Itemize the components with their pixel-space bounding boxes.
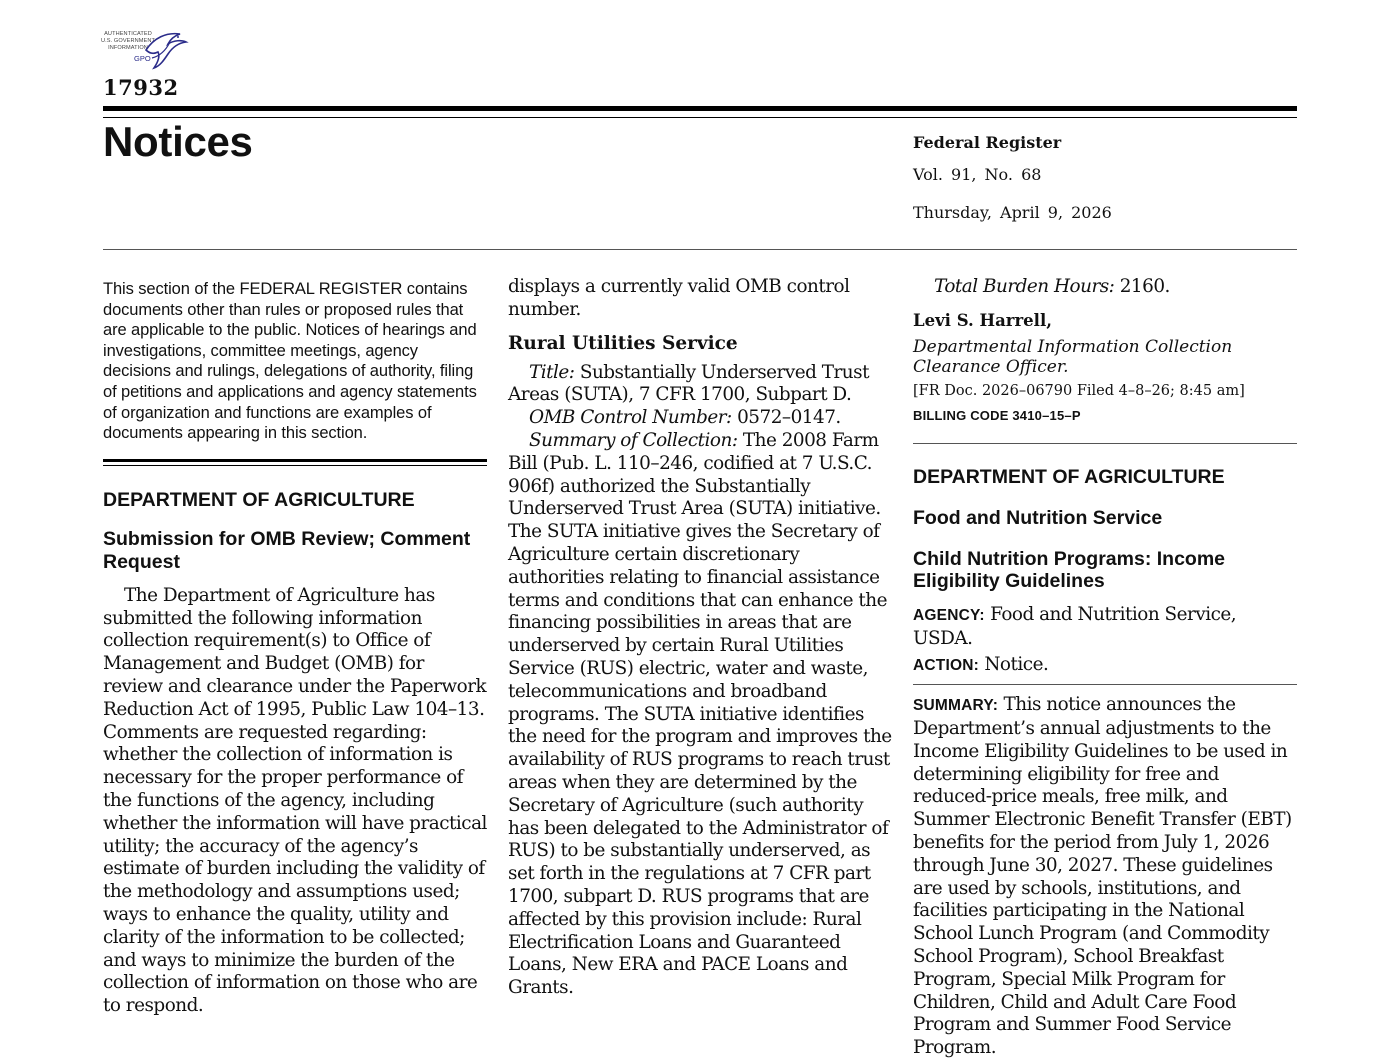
notice-body-paragraph: The Department of Agriculture has submitted the following information collection requirement(s) to Office of Management and Budget (OMB) for review and clearance under the Paperwork Reduction Act of 1995, Public Law 104–13. Comments are requested regarding: whether the collection of information is necessary for the proper performance of the functions of the agency, including whether the information will have practical utility; the accuracy of the agency’s estimate of burden including the validity of the methodology and assumptions used; ways to enhance the quality, utility and clarity of the information to be collected; and ways to minimize the burden of the collection of information on those who are to respond. — [103, 584, 487, 1017]
section-divider-thin — [103, 465, 487, 466]
gpo-logo-mark: GPO — [134, 54, 151, 63]
gpo-logo-line: INFORMATION — [108, 45, 148, 51]
header-bottom-rule — [103, 249, 1297, 250]
action-label: ACTION: — [913, 657, 979, 675]
issue-date: Thursday, April 9, 2026 — [913, 203, 1112, 222]
title-paragraph — [508, 362, 892, 408]
column-1 — [103, 276, 487, 1017]
summary-label: SUMMARY: — [913, 697, 999, 715]
agency-heading: Rural Utilities Service — [508, 332, 738, 354]
federal-register-masthead — [913, 133, 1112, 223]
action-value: Notice. — [978, 654, 1049, 676]
gpo-logo-line: U.S. GOVERNMENT — [100, 38, 156, 44]
section-description: This section of the FEDERAL REGISTER contains documents other than rules or proposed rules that are applicable to the public. Notices of hearings and investigations, committee meetings, agency decisions and rulings, delegations of authority, filing of petitions and applications and agency statements of organization and functions are examples of documents appearing in this section. — [103, 280, 477, 443]
burden-hours-value: 2160. — [1114, 276, 1170, 297]
header-thick-rule — [103, 106, 1297, 111]
column-2 — [508, 276, 892, 1008]
agency-value: Food and Nutrition Service, USDA. — [913, 603, 1237, 649]
burden-hours-label: Total Burden Hours: — [934, 276, 1115, 297]
signer-name: Levi S. Harrell, — [913, 310, 1052, 330]
continued-text: displays a currently valid OMB control number. — [508, 276, 850, 320]
department-heading: DEPARTMENT OF AGRICULTURE — [103, 488, 415, 511]
notice-separator — [913, 443, 1297, 444]
agency-label: AGENCY: — [913, 606, 985, 624]
volume-number: Vol. 91, No. 68 — [913, 165, 1042, 184]
section-divider-thick — [103, 459, 487, 462]
signer-title: Departmental Information Collection Clearance Officer. — [913, 336, 1233, 377]
eagle-icon — [140, 28, 188, 70]
notice-title: Child Nutrition Programs: Income Eligibility Guidelines — [913, 547, 1226, 592]
section-title: Notices — [103, 118, 253, 165]
notice-subheading: Submission for OMB Review; Comment Request — [103, 527, 471, 573]
page-number: 17932 — [103, 75, 179, 100]
column-3 — [913, 276, 1297, 1059]
header-thin-rule — [103, 117, 1297, 118]
burden-hours-paragraph — [913, 276, 1297, 299]
action-separator — [913, 684, 1297, 685]
agency-line — [913, 604, 1297, 651]
summary-of-collection-label: Summary of Collection: — [529, 429, 738, 451]
summary-value: This notice announces the Department’s annual adjustments to the Income Eligibility Guidelines to be used in determining eligibility for free and reduced-price meals, free milk, and Summer Electronic Benefit Transfer (EBT) benefits for the period from July 1, 2026 through June 30, 2027. These guidelines are used by schools, institutions, and facilities participating in the National School Lunch Program (and Commodity School Program), School Breakfast Program, Special Milk Program for Children, Child and Adult Care Food Program and Summer Food Service Program. — [913, 694, 1292, 1059]
omb-control-value: 0572–0147. — [731, 407, 841, 429]
title-label: Title: — [529, 361, 575, 383]
summary-paragraph — [913, 694, 1297, 1060]
omb-control-paragraph — [508, 407, 892, 430]
omb-control-label: OMB Control Number: — [529, 407, 732, 429]
gpo-authentication-logo — [96, 28, 188, 70]
summary-of-collection-value: The 2008 Farm Bill (Pub. L. 110–246, codified at 7 U.S.C. 906f) authorized the Substantially Underserved Trust Area (SUTA) initiative. The SUTA initiative gives the Secretary of Agriculture certain discretionary authorities relating to financial assistance terms and conditions that can enhance the financing possibilities in areas that are underserved by certain Rural Utilities Service (RUS) electric, water and waste, telecommunications and broadband programs. The SUTA initiative identifies the need for the program and improves the availability of RUS programs to reach trust areas when they are determined by the Secretary of Agriculture (such authority has been delegated to the Administrator of RUS) to be substantially underserved, as set forth in the regulations at 7 CFR part 1700, subpart D. RUS programs that are affected by this provision include: Rural Electrification Loans and Guaranteed Loans, New ERA and PACE Loans and Grants. — [508, 429, 892, 999]
billing-code: BILLING CODE 3410–15–P — [913, 407, 1081, 423]
department-heading: DEPARTMENT OF AGRICULTURE — [913, 465, 1225, 488]
fr-doc-line: [FR Doc. 2026–06790 Filed 4–8–26; 8:45 am] — [913, 382, 1245, 399]
gpo-logo-line: AUTHENTICATED — [104, 31, 152, 37]
summary-of-collection-paragraph — [508, 430, 892, 1000]
action-line — [913, 654, 1297, 678]
agency-heading: Food and Nutrition Service — [913, 506, 1163, 529]
title-value: Substantially Underserved Trust Areas (SUTA), 7 CFR 1700, Subpart D. — [508, 361, 869, 406]
publication-name: Federal Register — [913, 133, 1062, 152]
